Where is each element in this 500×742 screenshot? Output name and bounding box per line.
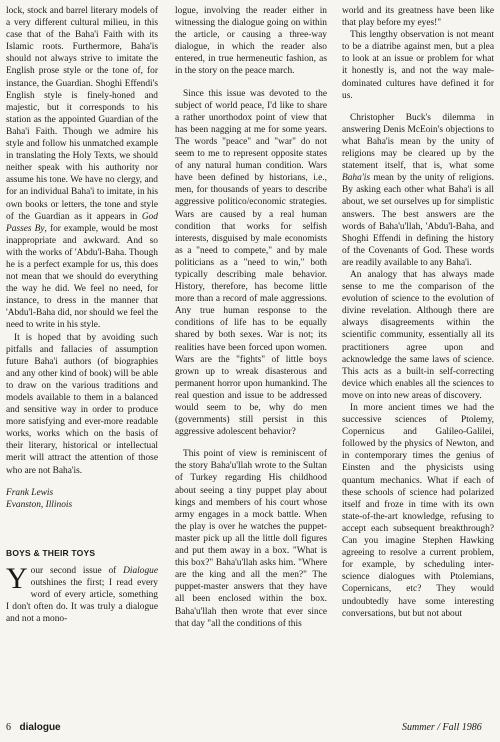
book-title: God Passes By [6,211,158,234]
text-run: lock, stock and barrel literary models of a very different cultural milieu, in this case that of the Baha'i Faith with its Islamic roots. Furthermore, Baha'is should not always strive to imitate the English prose style or the tone of, for instance, the Guardian. Shoghi Effendi's English style is finely-honed and majestic, but it corresponds to his station as the appointed Guardian of the Baha'i Faith. Though we admire his style and follow his unmatched example in translating the Holy Texts, we should neither speak with his authority nor assume his tone. We have no clergy, and for an individual Baha'i to imitate, in his own books or letters, the tone and style of the Guardian as it appears in [6,6,158,222]
paragraph [6,5,158,332]
paragraph: In more ancient times we had the successive sciences of Ptolemy, Copernicus and Galileo-Galilei, followed by the physics of Newton, and in contemporary times the genius of Einsten and the physicists using quantum mechanics. What if each of these schools of science had polarized itself and froze in time with its own state-of-the-art knowledge, refusing to accept each subsequent breakthrough? Can you imagine Stephen Hawking agreeing to resolve a current problem, for example, by scheduling inter-science dialogues with Ptolemians, Copernicans, etc? They would undoubtedly have some interesting conversations, but but not about [342,403,494,619]
paragraph: Since this issue was devoted to the subject of world peace, I'd like to share a rather unorthodox point of view that has been nagging at me for some years. The words "peace" and "war" do not seem to me to represent opposite states of any natural human condition. Wars have been defined by historians, i.e., men, for thousands of years to describe aggressive politico/economic strategies. Wars are caused by a real human condition that works for selfish interests, disguised by male economists as a "need to compete," and by male politicians as a "need to win," both typically describing male behavior. History, therefore, has become little more than a record of male aggressions. Any true human response to the conditions of life has to be equally shared by both sexes. War is not; its realities have been forced upon women. Wars are the "fights" of little boys grown up to wreak disasterous and permanent horror upon humankind. The real question and issue to be addressed would seem to be, why do men (governments) still persist in this aggressive adolescent behavior? [175,88,327,438]
paragraph: world and its greatness have been like that play before my eyes!" [342,6,494,29]
author-name: Frank Lewis [6,487,54,498]
column-right [342,5,494,620]
text-run: mean by the unity of religions. By asking each other what Baha'i is all about, we set ourselves up for simplistic answers. The best answers are the words of Baha'u'llah, 'Abdu'l-Baha, and Shoghi Effendi in defining the history of the Covenants of God. These words are readily available to any Baha'i. [342,173,494,268]
signature [6,487,158,511]
paragraph: This lengthy observation is not meant to be a diatribe against men, but a plea to look at an issue or problem for what it honestly is, and not the way male-dominated cultures have defined it for us. [342,30,494,101]
text-run: Christopher Buck's dilemma in answering Denis McEoin's objections to what Baha'is mean by the unity of religions may be cleared up by the statement itself, that is, what some [342,112,494,172]
text-run: , for example, would be most inappropriate and awkward. And so with the works of 'Abdu'l-Baha. Though he is a perfect example for us, this does not mean that we should do everything the way he did. We feel no need, for instance, to dress in the manner that 'Abdu'l-Baha did, nor should we feel the need to write in his style. [6,223,158,331]
footer-left [6,722,61,733]
page-number: 6 [6,722,11,733]
paragraph: This point of view is reminiscent of the story Baha'u'llah wrote to the Sultan of Turkey regarding His childhood about seeing a tiny puppet play about kings and members of his court whose army engages in a mock battle. When the play is over he watches the puppet-master pick up all the little doll figures and put them away in a box. "What is this box?" Baha'u'llah asks him. "Where are the king and all the men?" The puppet-master answers that they have all been enclosed within the box. Baha'u'llah then wrote that ever since that day "all the conditions of this [175,449,327,629]
text-run: our second issue of [30,565,124,576]
author-location: Evanston, Illinois [6,499,73,510]
column-middle [175,5,327,630]
section-heading: BOYS & THEIR TOYS [6,547,96,558]
magazine-title: Dialogue [123,565,158,576]
paragraph: An analogy that has always made sense to me the comparison of the evolution of science to the evolution of divine revelation. Although there are always disagreements within the scientific community, essentially all its practitioners agree upon and acknowledge the same laws of science. This acts as a built-in self-correcting device which enables all the sciences to move on into new areas of discovery. [342,269,494,401]
emphasis: Baha'is [342,173,371,184]
column-left [6,5,158,625]
paragraph: It is hoped that by avoiding such pitfalls and fallacies of assumption future Baha'i authors (of biographies and any other kind of book) will be able to draw on the various traditions and models available to them in a balanced and sensitive way in order to produce more satisfying and ever-more readable works, works which on the basis of their literary, historical or intellectual merit will attract the attention of those who are not Baha'is. [6,332,158,476]
magazine-name: dialogue [19,722,61,733]
paragraph [6,561,158,625]
drop-cap: Y [6,561,28,595]
issue-date: Summer / Fall 1986 [402,722,482,733]
paragraph: logue, involving the reader either in witnessing the dialogue going on within the article, or causing a three-way dialogue, in which the reader also entered, in true hermeneutic fashion, as in the story on the peace march. [175,6,327,77]
text-run: outshines the first; I read every word of every article, something I don't often do. It was truly a dialogue and not a mono- [6,577,158,625]
paragraph [342,112,494,269]
